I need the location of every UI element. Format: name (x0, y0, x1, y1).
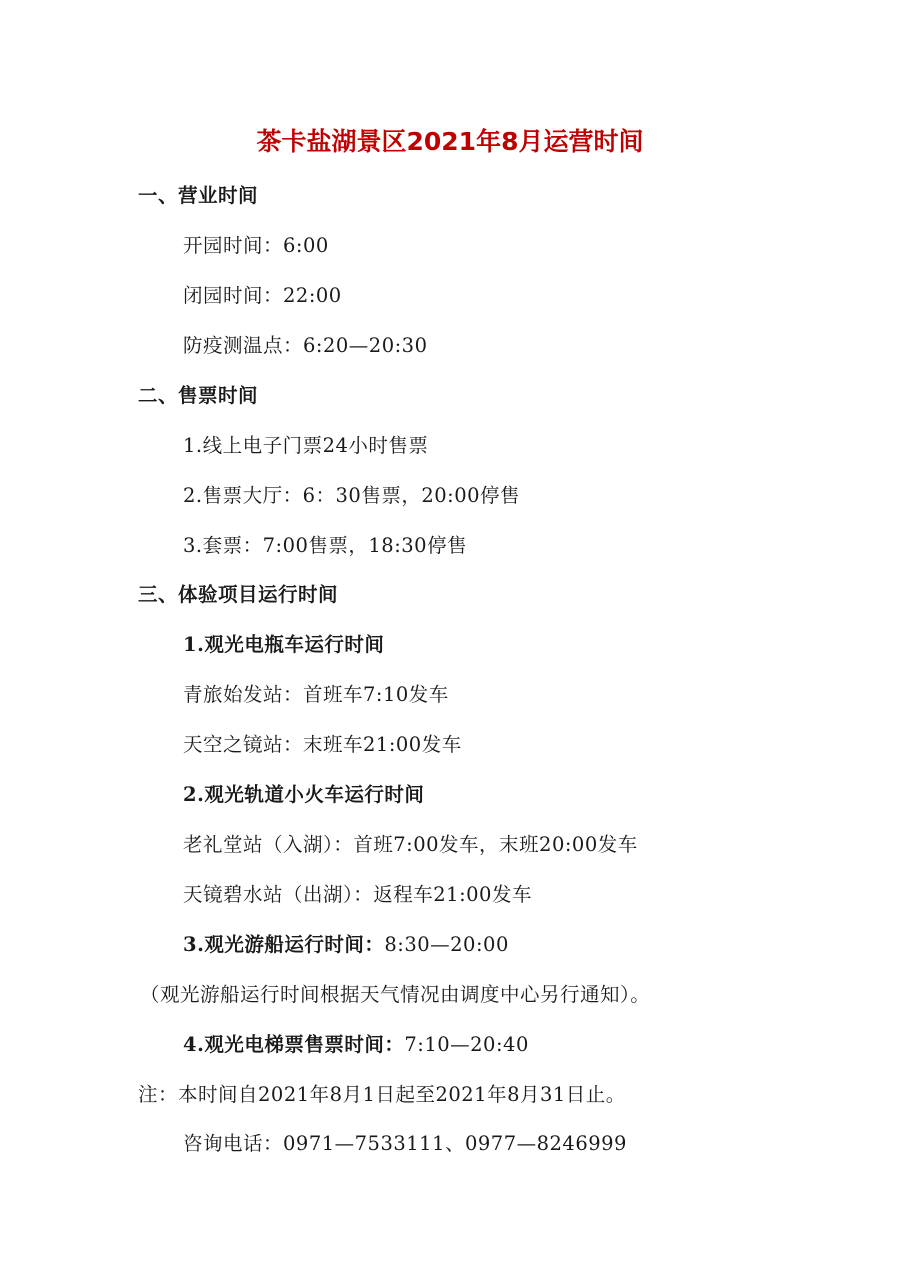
subheading-elevator (183, 1030, 529, 1060)
ticket-hall-line: 2.售票大厅：6：30售票，20:00停售 (183, 484, 521, 507)
opening-time: 开园时间：6:00 (183, 234, 329, 257)
section-heading-business-hours: 一、营业时间 (138, 184, 259, 207)
boat-label: 3.观光游船运行时间： (183, 933, 385, 956)
subheading-boat (183, 930, 509, 960)
electric-cart-first-bus: 青旅始发站：首班车7:10发车 (183, 683, 449, 706)
elevator-label: 4.观光电梯票售票时间： (183, 1033, 405, 1056)
document-title: 茶卡盐湖景区2021年8月运营时间 (256, 127, 644, 156)
online-ticket-line: 1.线上电子门票24小时售票 (183, 434, 429, 457)
boat-note: （观光游船运行时间根据天气情况由调度中心另行通知）。 (140, 983, 651, 1006)
subheading-electric-cart: 1.观光电瓶车运行时间 (183, 633, 385, 656)
package-ticket-line: 3.套票：7:00售票，18:30停售 (183, 534, 468, 557)
boat-time: 8:30—20:00 (384, 933, 509, 956)
closing-time: 闭园时间：22:00 (183, 284, 342, 307)
elevator-time: 7:10—20:40 (404, 1033, 529, 1056)
temperature-check-time: 防疫测温点：6:20—20:30 (183, 334, 428, 357)
subheading-small-train: 2.观光轨道小火车运行时间 (183, 783, 425, 806)
small-train-into-lake: 老礼堂站（入湖）：首班7:00发车，末班20:00发车 (183, 833, 638, 856)
electric-cart-last-bus: 天空之镜站：末班车21:00发车 (183, 733, 462, 756)
footnote: 注：本时间自2021年8月1日起至2021年8月31日止。 (138, 1083, 626, 1106)
contact-phone: 咨询电话：0971—7533111、0977—8246999 (183, 1132, 627, 1155)
section-heading-experience-projects: 三、体验项目运行时间 (138, 583, 339, 606)
small-train-out-lake: 天镜碧水站（出湖）：返程车21:00发车 (183, 883, 532, 906)
section-heading-ticket-hours: 二、售票时间 (138, 384, 259, 407)
